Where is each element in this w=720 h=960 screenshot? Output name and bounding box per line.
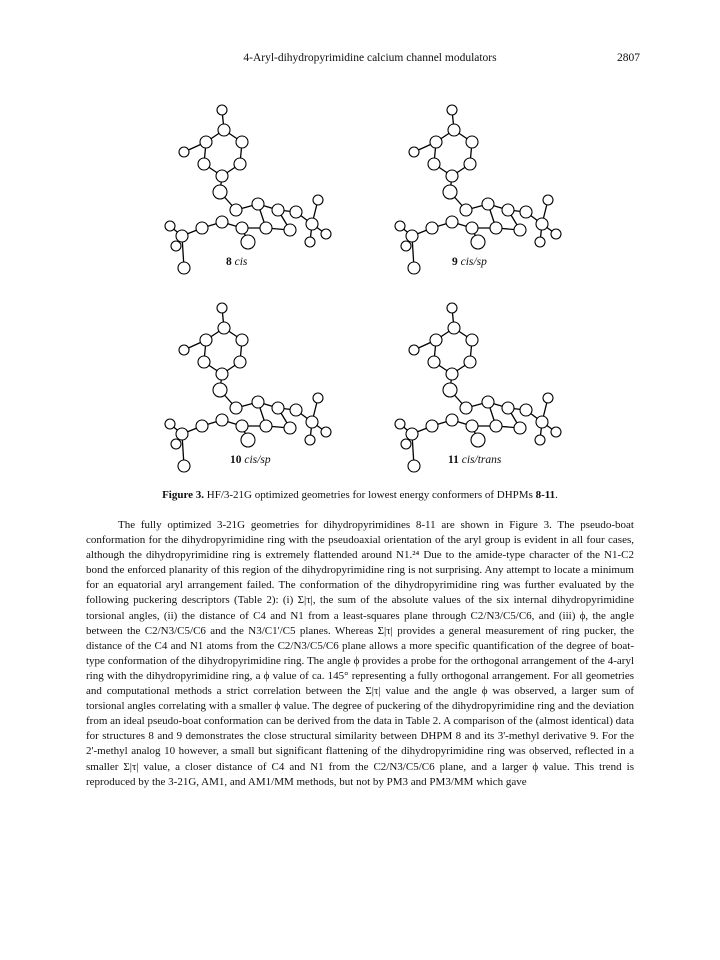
atom	[401, 439, 411, 449]
atom	[395, 419, 405, 429]
conformer-descriptor: cis/sp	[460, 256, 487, 268]
atom	[460, 402, 472, 414]
atom	[466, 334, 478, 346]
atom	[535, 435, 545, 445]
molecule-structure-11	[360, 290, 590, 480]
atom	[446, 414, 458, 426]
atom	[446, 170, 458, 182]
atom	[514, 224, 526, 236]
atom	[306, 416, 318, 428]
atom	[176, 230, 188, 242]
atom	[409, 345, 419, 355]
atom	[460, 204, 472, 216]
atom	[217, 303, 227, 313]
body-paragraph: The fully optimized 3-21G geometries for dihydropyrimidines 8-11 are shown in Figure 3. The pseudo-boat conformation for the dihydropyrimidine ring with the pseudoaxial orientation of the aryl group is evident in all four cases, although the dihydropyrimidine ring is extremely flattended around N1.²⁴ Due to the amide-type character of the N1-C2 bond the enforced planarity of this region of the dihydropyrimidine ring is not surprising. Any attempt to locate a minimum for an equatorial aryl arrangement failed. The conformation of the dihydropyrimidine ring was further evaluated by the following puckering descriptors (Table 2): (i) Σ|τ|, the sum of the absolute values of the six internal dihydropyrimidine torsional angles, (ii) the distance of C4 and N1 from a least-squares plane through C2/N3/C5/C6, and (iii) ϕ, the angle between the C2/N3/C5/C6 and the N3/C1'/C5 planes. Whereas Σ|τ| provides a general measurement of ring pucker, the distance of the C4 and N1 atoms from the C2/N3/C5/C6 plane allows a more specific quantification of the degree of boat-type conformation of the dihydropyrimidine ring. The angle ϕ provides a probe for the orthogonal arrangement of the 4-aryl ring with the dihydropyrimidine ring, a ϕ value of ca. 145° representing a fully orthogonal arrangement. For all geometries and computational methods a strict correlation between the Σ|τ| value and the angle ϕ was observed, a larger sum of torsional angles correlating with a smaller ϕ value. The degree of puckering of the dihydropyrimidine ring and the deviation from an ideal pseudo-boat conformation can be derived from the data in Table 2. A comparison of the (almost identical) data for structures 8 and 9 demonstrates the close structural similarity between DHPM 8 and its 3'-methyl derivative 9. For the 2'-methyl analog 10 however, a small but significant flattening of the dihydropyrimidine ring was observed, reflected in a smaller Σ|τ| value, a closer distance of C4 and N1 from the C2/N3/C5/C6 plane, and a larger ϕ value. This trend is reproduced by the 3-21G, AM1, and AM1/MM methods, but not by PM3 and PM3/MM which gave	[86, 519, 634, 788]
atom	[218, 322, 230, 334]
panel-label-11	[448, 454, 501, 466]
atom	[482, 396, 494, 408]
atom	[241, 235, 255, 249]
atom	[446, 368, 458, 380]
atom	[305, 435, 315, 445]
atom	[216, 368, 228, 380]
atom	[448, 322, 460, 334]
atom	[198, 158, 210, 170]
atom	[284, 422, 296, 434]
atom	[321, 427, 331, 437]
figure-caption-compounds: 8-11	[535, 489, 556, 501]
atom	[236, 334, 248, 346]
atom	[448, 124, 460, 136]
atom	[490, 420, 502, 432]
compound-number: 8	[226, 256, 232, 268]
panel-label-10	[230, 454, 271, 466]
molecule-structure-10	[130, 290, 360, 480]
atom	[171, 241, 181, 251]
atom	[179, 147, 189, 157]
atom	[216, 216, 228, 228]
figure-3	[130, 92, 590, 482]
atom	[466, 420, 478, 432]
atom	[471, 235, 485, 249]
atom	[236, 136, 248, 148]
atom	[406, 230, 418, 242]
running-title: 4-Aryl-dihydropyrimidine calcium channel modulators	[243, 52, 497, 64]
atom	[514, 422, 526, 434]
atom	[551, 229, 561, 239]
atom	[490, 222, 502, 234]
atom	[200, 334, 212, 346]
atom	[236, 420, 248, 432]
atom	[252, 198, 264, 210]
atom	[408, 262, 420, 274]
atom	[536, 218, 548, 230]
atom	[252, 396, 264, 408]
atom	[428, 356, 440, 368]
atom	[196, 222, 208, 234]
atom	[260, 222, 272, 234]
atom	[426, 222, 438, 234]
atom	[408, 460, 420, 472]
atom	[241, 433, 255, 447]
atom	[178, 262, 190, 274]
atom	[395, 221, 405, 231]
conformer-descriptor: cis	[234, 256, 248, 268]
compound-number: 9	[452, 256, 458, 268]
molecule-panel-11	[360, 290, 590, 480]
figure-caption-text: HF/3-21G optimized geometries for lowest energy conformers of DHPMs	[204, 489, 536, 501]
atom	[178, 460, 190, 472]
atom	[401, 241, 411, 251]
atom	[520, 206, 532, 218]
atom	[305, 237, 315, 247]
panel-label-8	[226, 256, 247, 268]
atom	[520, 404, 532, 416]
atom	[217, 105, 227, 115]
atom	[430, 334, 442, 346]
compound-number: 11	[448, 454, 459, 466]
atom	[165, 419, 175, 429]
atom	[447, 303, 457, 313]
panel-label-9	[452, 256, 487, 268]
atom	[290, 404, 302, 416]
atom	[551, 427, 561, 437]
atom	[176, 428, 188, 440]
atom	[236, 222, 248, 234]
compound-number: 10	[230, 454, 242, 466]
atom	[321, 229, 331, 239]
atom	[430, 136, 442, 148]
figure-caption-end: .	[555, 489, 558, 501]
page-number: 2807	[617, 52, 640, 64]
atom	[234, 356, 246, 368]
atom	[290, 206, 302, 218]
atom	[179, 345, 189, 355]
atom	[466, 136, 478, 148]
atom	[443, 185, 457, 199]
atom	[428, 158, 440, 170]
atom	[260, 420, 272, 432]
atom	[216, 414, 228, 426]
atom	[213, 383, 227, 397]
atom	[466, 222, 478, 234]
molecule-panel-10	[130, 290, 360, 480]
atom	[213, 185, 227, 199]
figure-caption	[86, 489, 634, 501]
conformer-descriptor: cis/trans	[461, 454, 502, 466]
atom	[234, 158, 246, 170]
atom	[543, 195, 553, 205]
atom	[306, 218, 318, 230]
atom	[313, 393, 323, 403]
atom	[200, 136, 212, 148]
atom	[272, 402, 284, 414]
figure-caption-label: Figure 3.	[162, 489, 205, 501]
atom	[543, 393, 553, 403]
atom	[409, 147, 419, 157]
atom	[230, 204, 242, 216]
molecule-structure-9	[360, 92, 590, 282]
atom	[196, 420, 208, 432]
atom	[446, 216, 458, 228]
atom	[218, 124, 230, 136]
atom	[447, 105, 457, 115]
atom	[313, 195, 323, 205]
atom	[535, 237, 545, 247]
molecule-panel-9	[360, 92, 590, 282]
atom	[198, 356, 210, 368]
atom	[272, 204, 284, 216]
atom	[165, 221, 175, 231]
atom	[502, 204, 514, 216]
atom	[482, 198, 494, 210]
atom	[464, 158, 476, 170]
atom	[536, 416, 548, 428]
running-header	[100, 52, 640, 72]
atom	[230, 402, 242, 414]
atom	[464, 356, 476, 368]
atom	[171, 439, 181, 449]
molecule-structure-8	[130, 92, 360, 282]
atom	[502, 402, 514, 414]
atom	[406, 428, 418, 440]
molecule-panel-8	[130, 92, 360, 282]
atom	[216, 170, 228, 182]
atom	[443, 383, 457, 397]
conformer-descriptor: cis/sp	[244, 454, 271, 466]
atom	[426, 420, 438, 432]
atom	[284, 224, 296, 236]
atom	[471, 433, 485, 447]
